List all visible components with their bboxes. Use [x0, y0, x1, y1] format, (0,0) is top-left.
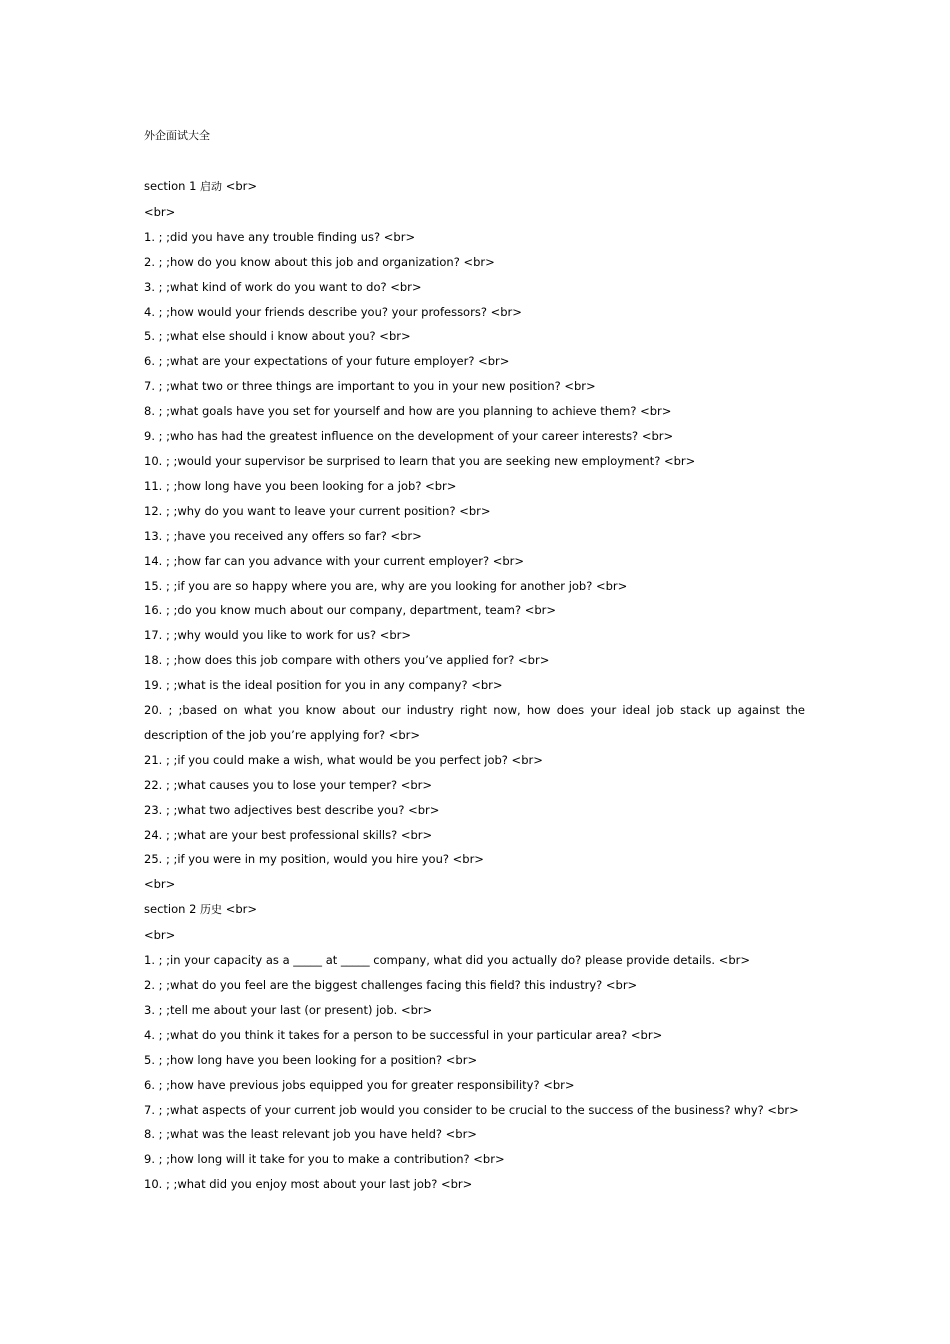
- document-body: [144, 174, 805, 1197]
- question-item: 7. ; ;what aspects of your current job would you consider to be crucial to the success of the business? why? <br>: [144, 1102, 799, 1117]
- section-heading-suffix: <br>: [222, 179, 258, 193]
- section-heading-prefix: section 1: [144, 179, 201, 193]
- question-item: 7. ; ;what two or three things are important to you in your new position? <br>: [144, 379, 596, 394]
- question-item: 6. ; ;how have previous jobs equipped you for greater responsibility? <br>: [144, 1077, 575, 1092]
- section-heading: [144, 174, 805, 200]
- spacer-line: <br>: [144, 877, 176, 892]
- question-item: 4. ; ;what do you think it takes for a person to be successful in your particular area? <br>: [144, 1027, 663, 1042]
- question-item: 14. ; ;how far can you advance with your current employer? <br>: [144, 553, 525, 568]
- question-item: 19. ; ;what is the ideal position for you in any company? <br>: [144, 678, 503, 693]
- question-item: 17. ; ;why would you like to work for us? <br>: [144, 628, 412, 643]
- question-item: 25. ; ;if you were in my position, would you hire you? <br>: [144, 852, 484, 867]
- question-item: 20. ; ;based on what you know about our industry right now, how does your ideal job stack up against the description of the job you’re applying for? <br>: [144, 703, 805, 742]
- question-item: 6. ; ;what are your expectations of your future employer? <br>: [144, 354, 510, 369]
- section-heading-cjk: 历史: [200, 903, 223, 917]
- question-item: 1. ; ;in your capacity as a _____ at _____ company, what did you actually do? please provide details. <br>: [144, 953, 751, 968]
- section-heading-cjk: 启动: [200, 180, 223, 193]
- question-item: 22. ; ;what causes you to lose your temper? <br>: [144, 777, 433, 792]
- question-item: 13. ; ;have you received any offers so far? <br>: [144, 528, 422, 543]
- question-item: 9. ; ;how long will it take for you to make a contribution? <br>: [144, 1152, 505, 1167]
- question-item: 5. ; ;what else should i know about you? <br>: [144, 329, 411, 344]
- question-item: 15. ; ;if you are so happy where you are, why are you looking for another job? <br>: [144, 578, 628, 593]
- question-item: 12. ; ;why do you want to leave your current position? <br>: [144, 503, 491, 518]
- question-item: 8. ; ;what was the least relevant job you have held? <br>: [144, 1127, 477, 1142]
- question-item: 4. ; ;how would your friends describe you? your professors? <br>: [144, 304, 522, 319]
- document-title: 外企面试大全: [144, 129, 210, 142]
- question-item: 10. ; ;what did you enjoy most about your last job? <br>: [144, 1177, 473, 1192]
- question-item: 23. ; ;what two adjectives best describe you? <br>: [144, 802, 440, 817]
- question-item: 5. ; ;how long have you been looking for a position? <br>: [144, 1052, 478, 1067]
- section-heading-prefix: section 2: [144, 902, 201, 917]
- question-item: 2. ; ;how do you know about this job and organization? <br>: [144, 254, 495, 269]
- section-heading: [144, 897, 805, 923]
- question-item: 1. ; ;did you have any trouble finding us? <br>: [144, 229, 416, 244]
- spacer-line: <br>: [144, 204, 176, 219]
- question-item: 3. ; ;tell me about your last (or present) job. <br>: [144, 1002, 433, 1017]
- question-item: 8. ; ;what goals have you set for yourself and how are you planning to achieve them? <br>: [144, 404, 672, 419]
- question-item: 2. ; ;what do you feel are the biggest challenges facing this field? this industry? <br>: [144, 978, 638, 992]
- question-item: 10. ; ;would your supervisor be surprised to learn that you are seeking new employment? <br>: [144, 453, 696, 468]
- question-item: 3. ; ;what kind of work do you want to do? <br>: [144, 279, 422, 294]
- section-heading-suffix: <br>: [222, 902, 258, 917]
- question-item: 24. ; ;what are your best professional skills? <br>: [144, 827, 433, 842]
- question-item: 18. ; ;how does this job compare with others you’ve applied for? <br>: [144, 653, 550, 668]
- spacer-line: <br>: [144, 928, 176, 943]
- question-item: 11. ; ;how long have you been looking for a job? <br>: [144, 478, 457, 493]
- question-item: 16. ; ;do you know much about our company, department, team? <br>: [144, 603, 557, 618]
- question-item: 21. ; ;if you could make a wish, what would be you perfect job? <br>: [144, 752, 543, 767]
- question-item: 9. ; ;who has had the greatest influence on the development of your career interests? <br>: [144, 429, 674, 444]
